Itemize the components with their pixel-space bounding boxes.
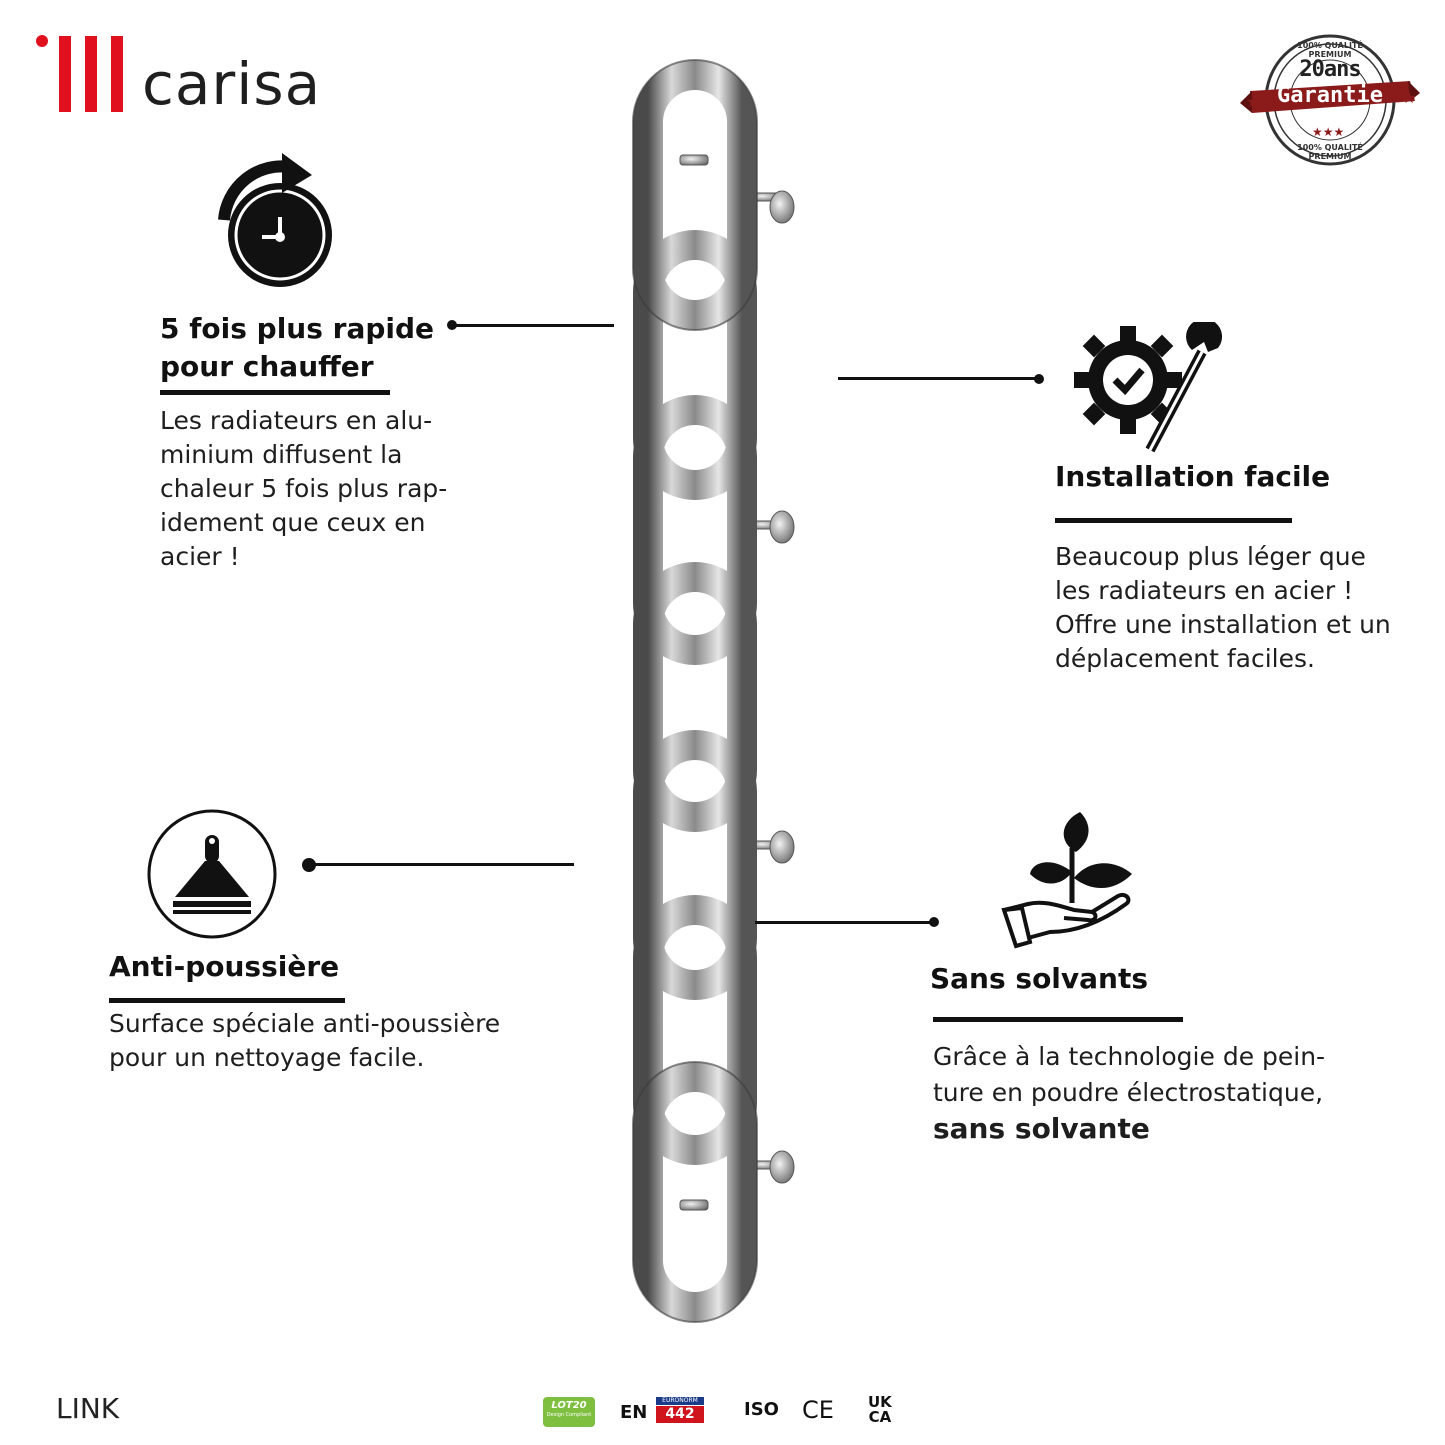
svg-text:★★★: ★★★ (1312, 125, 1345, 139)
feature-speed-line: Les radiateurs en alu- (160, 406, 433, 435)
feature-solvent-underline (933, 1017, 1183, 1022)
feature-speed-line: idement que ceux en (160, 508, 426, 537)
feature-install-underline (1055, 518, 1292, 523)
feature-speed-line: chaleur 5 fois plus rap- (160, 474, 448, 503)
feature-solvent-body (933, 1039, 1325, 1147)
ce-mark: CE (802, 1396, 834, 1424)
feature-speed-body (160, 404, 447, 574)
feature-install-line: les radiateurs en acier ! (1055, 576, 1354, 605)
feature-speed-line: acier ! (160, 542, 240, 571)
feature-dust-underline (109, 998, 345, 1003)
en442-badge (620, 1397, 704, 1427)
ukca-mark (868, 1395, 892, 1425)
clock-refresh-icon (210, 145, 345, 295)
logo-mark-icon (30, 32, 130, 122)
feature-speed-title (160, 310, 434, 386)
plant-hand-icon (1000, 808, 1140, 958)
warranty-badge (1240, 33, 1420, 168)
svg-text:★: ★ (1246, 92, 1261, 111)
connector-dot (929, 917, 939, 927)
feature-speed-title-line2: pour chauffer (160, 350, 374, 383)
feature-speed-title-line1: 5 fois plus rapide (160, 312, 435, 345)
badge-ribbon-text: Garantie (1277, 83, 1383, 108)
connector-dot (1034, 374, 1044, 384)
ukca-top: UK (868, 1393, 892, 1411)
feature-dust-line: Surface spéciale anti-poussière (109, 1009, 501, 1038)
ukca-bottom: CA (868, 1408, 892, 1426)
en-prefix: EN (620, 1402, 648, 1423)
svg-text:★: ★ (1402, 88, 1417, 107)
badge-top-text: 100% QUALITÉ PREMIUM (1297, 41, 1363, 59)
feature-dust-body (109, 1007, 500, 1075)
brand-logo (30, 32, 330, 122)
feature-solvent-bold: sans solvante (933, 1112, 1150, 1145)
lot20-label: LOT20 (551, 1400, 587, 1411)
feature-install-line: Offre une installation et un (1055, 610, 1391, 639)
feature-dust-line: pour un nettoyage facile. (109, 1043, 425, 1072)
lot20-sub: Design Compliant (546, 1412, 592, 1418)
feature-install-line: Beaucoup plus léger que (1055, 542, 1366, 571)
dust-brush-icon (145, 807, 279, 941)
feature-solvent-line: Grâce à la technologie de pein- (933, 1042, 1326, 1071)
feature-solvent-title: Sans solvants (930, 962, 1149, 995)
connector-line (838, 377, 1038, 380)
en-top: EURONORM (656, 1397, 704, 1405)
chain-radiator-image (600, 55, 830, 1330)
brand-name: carisa (142, 50, 322, 118)
gear-wrench-icon (1070, 322, 1225, 457)
connector-line (755, 921, 933, 924)
model-name: LINK (56, 1392, 120, 1425)
en-number: 442 (656, 1406, 704, 1423)
feature-solvent-line: ture en poudre électrostatique, (933, 1078, 1324, 1107)
lot20-badge (543, 1397, 595, 1427)
feature-install-body (1055, 540, 1391, 676)
feature-speed-underline (160, 390, 390, 395)
feature-install-title: Installation facile (1055, 460, 1331, 493)
feature-speed-line: minium diffusent la (160, 440, 403, 469)
badge-years: 20ans (1299, 57, 1361, 82)
feature-dust-title: Anti-poussière (109, 950, 340, 983)
badge-bottom-text: 100% QUALITÉ PREMIUM (1297, 143, 1363, 161)
connector-line (310, 863, 574, 866)
iso-mark: ISO (744, 1399, 779, 1420)
connector-line (452, 324, 614, 327)
feature-install-line: déplacement faciles. (1055, 644, 1315, 673)
